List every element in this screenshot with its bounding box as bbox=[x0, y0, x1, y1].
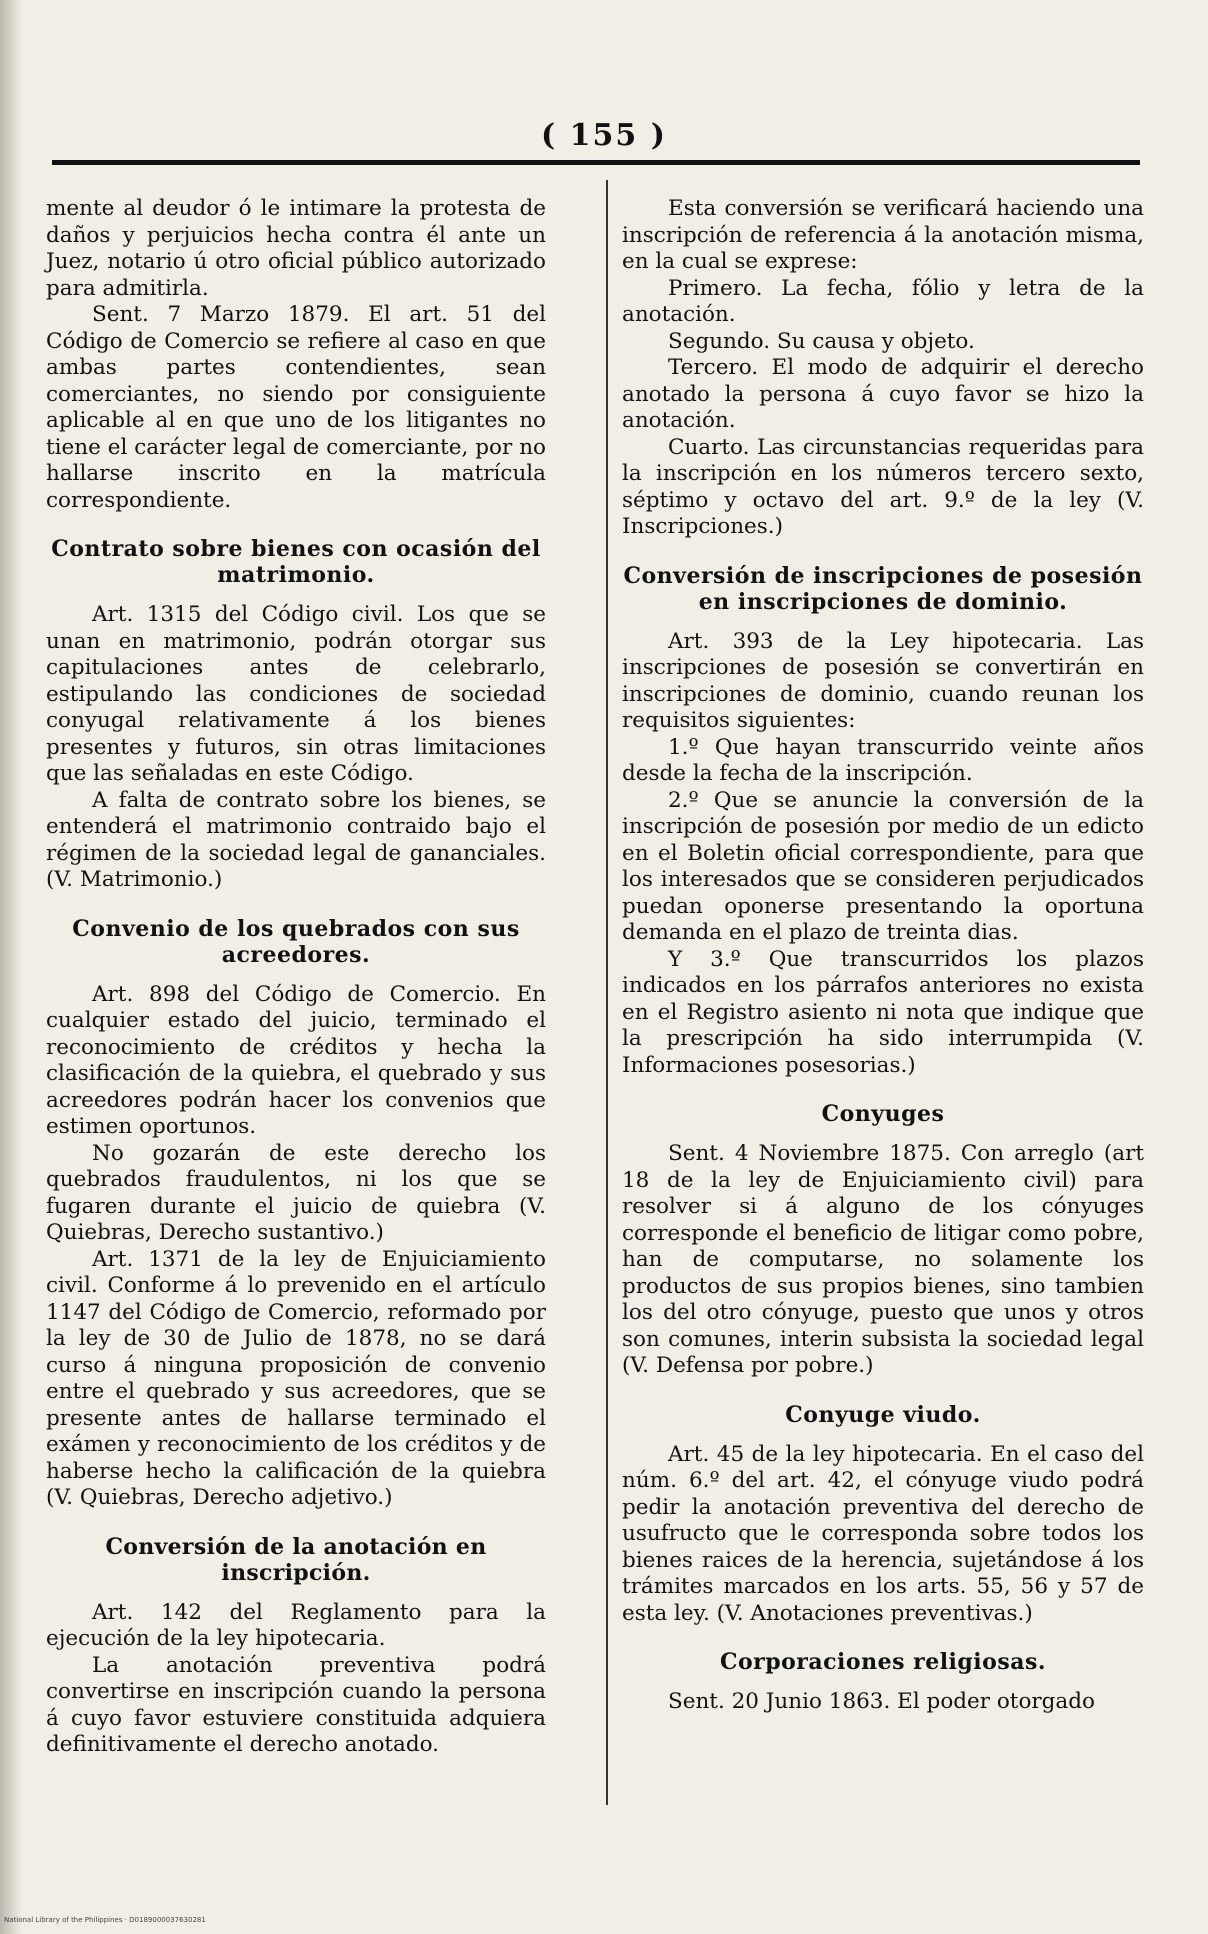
section-heading: Conversión de la anotación en inscripción. bbox=[105, 1533, 487, 1586]
page-number: ( 155 ) bbox=[541, 118, 667, 153]
scan-credit: National Library of the Philippines · D0189000037630281 bbox=[4, 1916, 206, 1924]
paragraph: A falta de contrato sobre los bienes, se entenderá el matrimonio contraido bajo el régimen de la sociedad legal de gananciales. (V. Matrimonio.) bbox=[46, 787, 546, 892]
section-heading: Conyuge viudo. bbox=[785, 1401, 981, 1428]
section-heading: Conversión de inscripciones de posesión en inscripciones de dominio. bbox=[623, 562, 1143, 615]
paragraph: mente al deudor ó le intimare la protesta de daños y perjuicios hecha contra él ante un Juez, notario ú otro oficial público autorizado para admitirla. bbox=[46, 196, 546, 301]
paragraph: Esta conversión se verificará haciendo una inscripción de referencia á la anotación misma, en la cual se exprese: bbox=[622, 196, 1144, 274]
paragraph: Art. 45 de la ley hipotecaria. En el caso del núm. 6.º del art. 42, el cónyuge viudo podrá pedir la anotación preventiva del derecho de usufructo que le corresponda sobre todos los bienes raices de la herencia, sujetándose á los trámites marcados en los arts. 55, 56 y 57 de esta ley. (V. Anotaciones preventivas.) bbox=[622, 1441, 1144, 1626]
paragraph: Art. 1371 de la ley de Enjuiciamiento civil. Conforme á lo prevenido en el artículo 1147 del Código de Comercio, reformado por la ley de 30 de Julio de 1878, no se dará curso á ninguna proposición de convenio entre el quebrado y sus acreedores, que se presente antes de hallarse terminado el exámen y reconocimiento de los créditos y de haberse hecho la calificación de la quiebra (V. Quiebras, Derecho adjetivo.) bbox=[46, 1246, 546, 1510]
left-column bbox=[46, 196, 546, 1759]
paragraph: 1.º Que hayan transcurrido veinte años desde la fecha de la inscripción. bbox=[622, 734, 1144, 786]
paragraph: Cuarto. Las circunstancias requeridas para la inscripción en los números tercero sexto, séptimo y octavo del art. 9.º de la ley (V. Inscripciones.) bbox=[622, 434, 1144, 539]
paragraph: Tercero. El modo de adquirir el derecho anotado la persona á cuyo favor se hizo la anotación. bbox=[622, 355, 1144, 433]
paragraph: Sent. 7 Marzo 1879. El art. 51 del Código de Comercio se refiere al caso en que ambas partes contendientes, sean comerciantes, no siendo por consiguiente aplicable al en que uno de los litigantes no tiene el carácter legal de comerciante, por no hallarse inscrito en la matrícula correspondiente. bbox=[46, 302, 546, 513]
paragraph: Art. 142 del Reglamento para la ejecución de la ley hipotecaria. bbox=[46, 1599, 546, 1651]
paragraph: Art. 898 del Código de Comercio. En cualquier estado del juicio, terminado el reconocimiento de créditos y hecha la clasificación de la quiebra, el quebrado y sus acreedores podrán hacer los convenios que estimen oportunos. bbox=[46, 981, 546, 1139]
paragraph: 2.º Que se anuncie la conversión de la inscripción de posesión por medio de un edicto en el Boletin oficial correspondiente, para que los interesados que se consideren perjudicados puedan oponerse presentando la oportuna demanda en el plazo de treinta dias. bbox=[622, 787, 1144, 945]
paragraph: Art. 1315 del Código civil. Los que se unan en matrimonio, podrán otorgar sus capitulaciones antes de celebrarlo, estipulando las condiciones de sociedad conyugal relativamente á los bienes presentes y futuros, sin otras limitaciones que las señaladas en este Código. bbox=[46, 602, 546, 786]
paragraph: Y 3.º Que transcurridos los plazos indicados en los párrafos anteriores no exista en el Registro asiento ni nota que indique que la prescripción ha sido interrumpida (V. Informaciones posesorias.) bbox=[622, 946, 1144, 1078]
paragraph: Segundo. Su causa y objeto. bbox=[668, 328, 975, 354]
paragraph: No gozarán de este derecho los quebrados fraudulentos, ni los que se fugaren durante el juicio de quiebra (V. Quiebras, Derecho sustantivo.) bbox=[46, 1140, 546, 1245]
section-heading: Conyuges bbox=[821, 1101, 945, 1127]
paragraph: Sent. 4 Noviembre 1875. Con arreglo (art 18 de la ley de Enjuiciamiento civil) para resolver si á alguno de los cónyuges corresponde el beneficio de litigar como pobre, han de computarse, no solamente los productos de sus propios bienes, sino tambien los del otro cónyuge, puesto que unos y otros son comunes, interin subsista la sociedad legal (V. Defensa por pobre.) bbox=[622, 1141, 1144, 1378]
header-rule bbox=[52, 160, 1140, 165]
section-heading: Contrato sobre bienes con ocasión del matrimonio. bbox=[51, 536, 541, 588]
page-edge-shadow bbox=[0, 0, 22, 1934]
right-column bbox=[622, 196, 1144, 1716]
paragraph: La anotación preventiva podrá convertirse en inscripción cuando la persona á cuyo favor estuviere constituida adquiera definitivamente el derecho anotado. bbox=[46, 1652, 546, 1757]
column-divider bbox=[606, 180, 608, 1805]
paragraph: Sent. 20 Junio 1863. El poder otorgado bbox=[668, 1689, 1095, 1714]
section-heading: Corporaciones religiosas. bbox=[719, 1649, 1047, 1675]
section-heading: Convenio de los quebrados con sus acreedores. bbox=[72, 915, 520, 968]
paragraph: Primero. La fecha, fólio y letra de la anotación. bbox=[622, 275, 1144, 327]
paragraph: Art. 393 de la Ley hipotecaria. Las inscripciones de posesión se convertirán en inscripciones de dominio, cuando reunan los requisitos siguientes: bbox=[622, 628, 1144, 733]
